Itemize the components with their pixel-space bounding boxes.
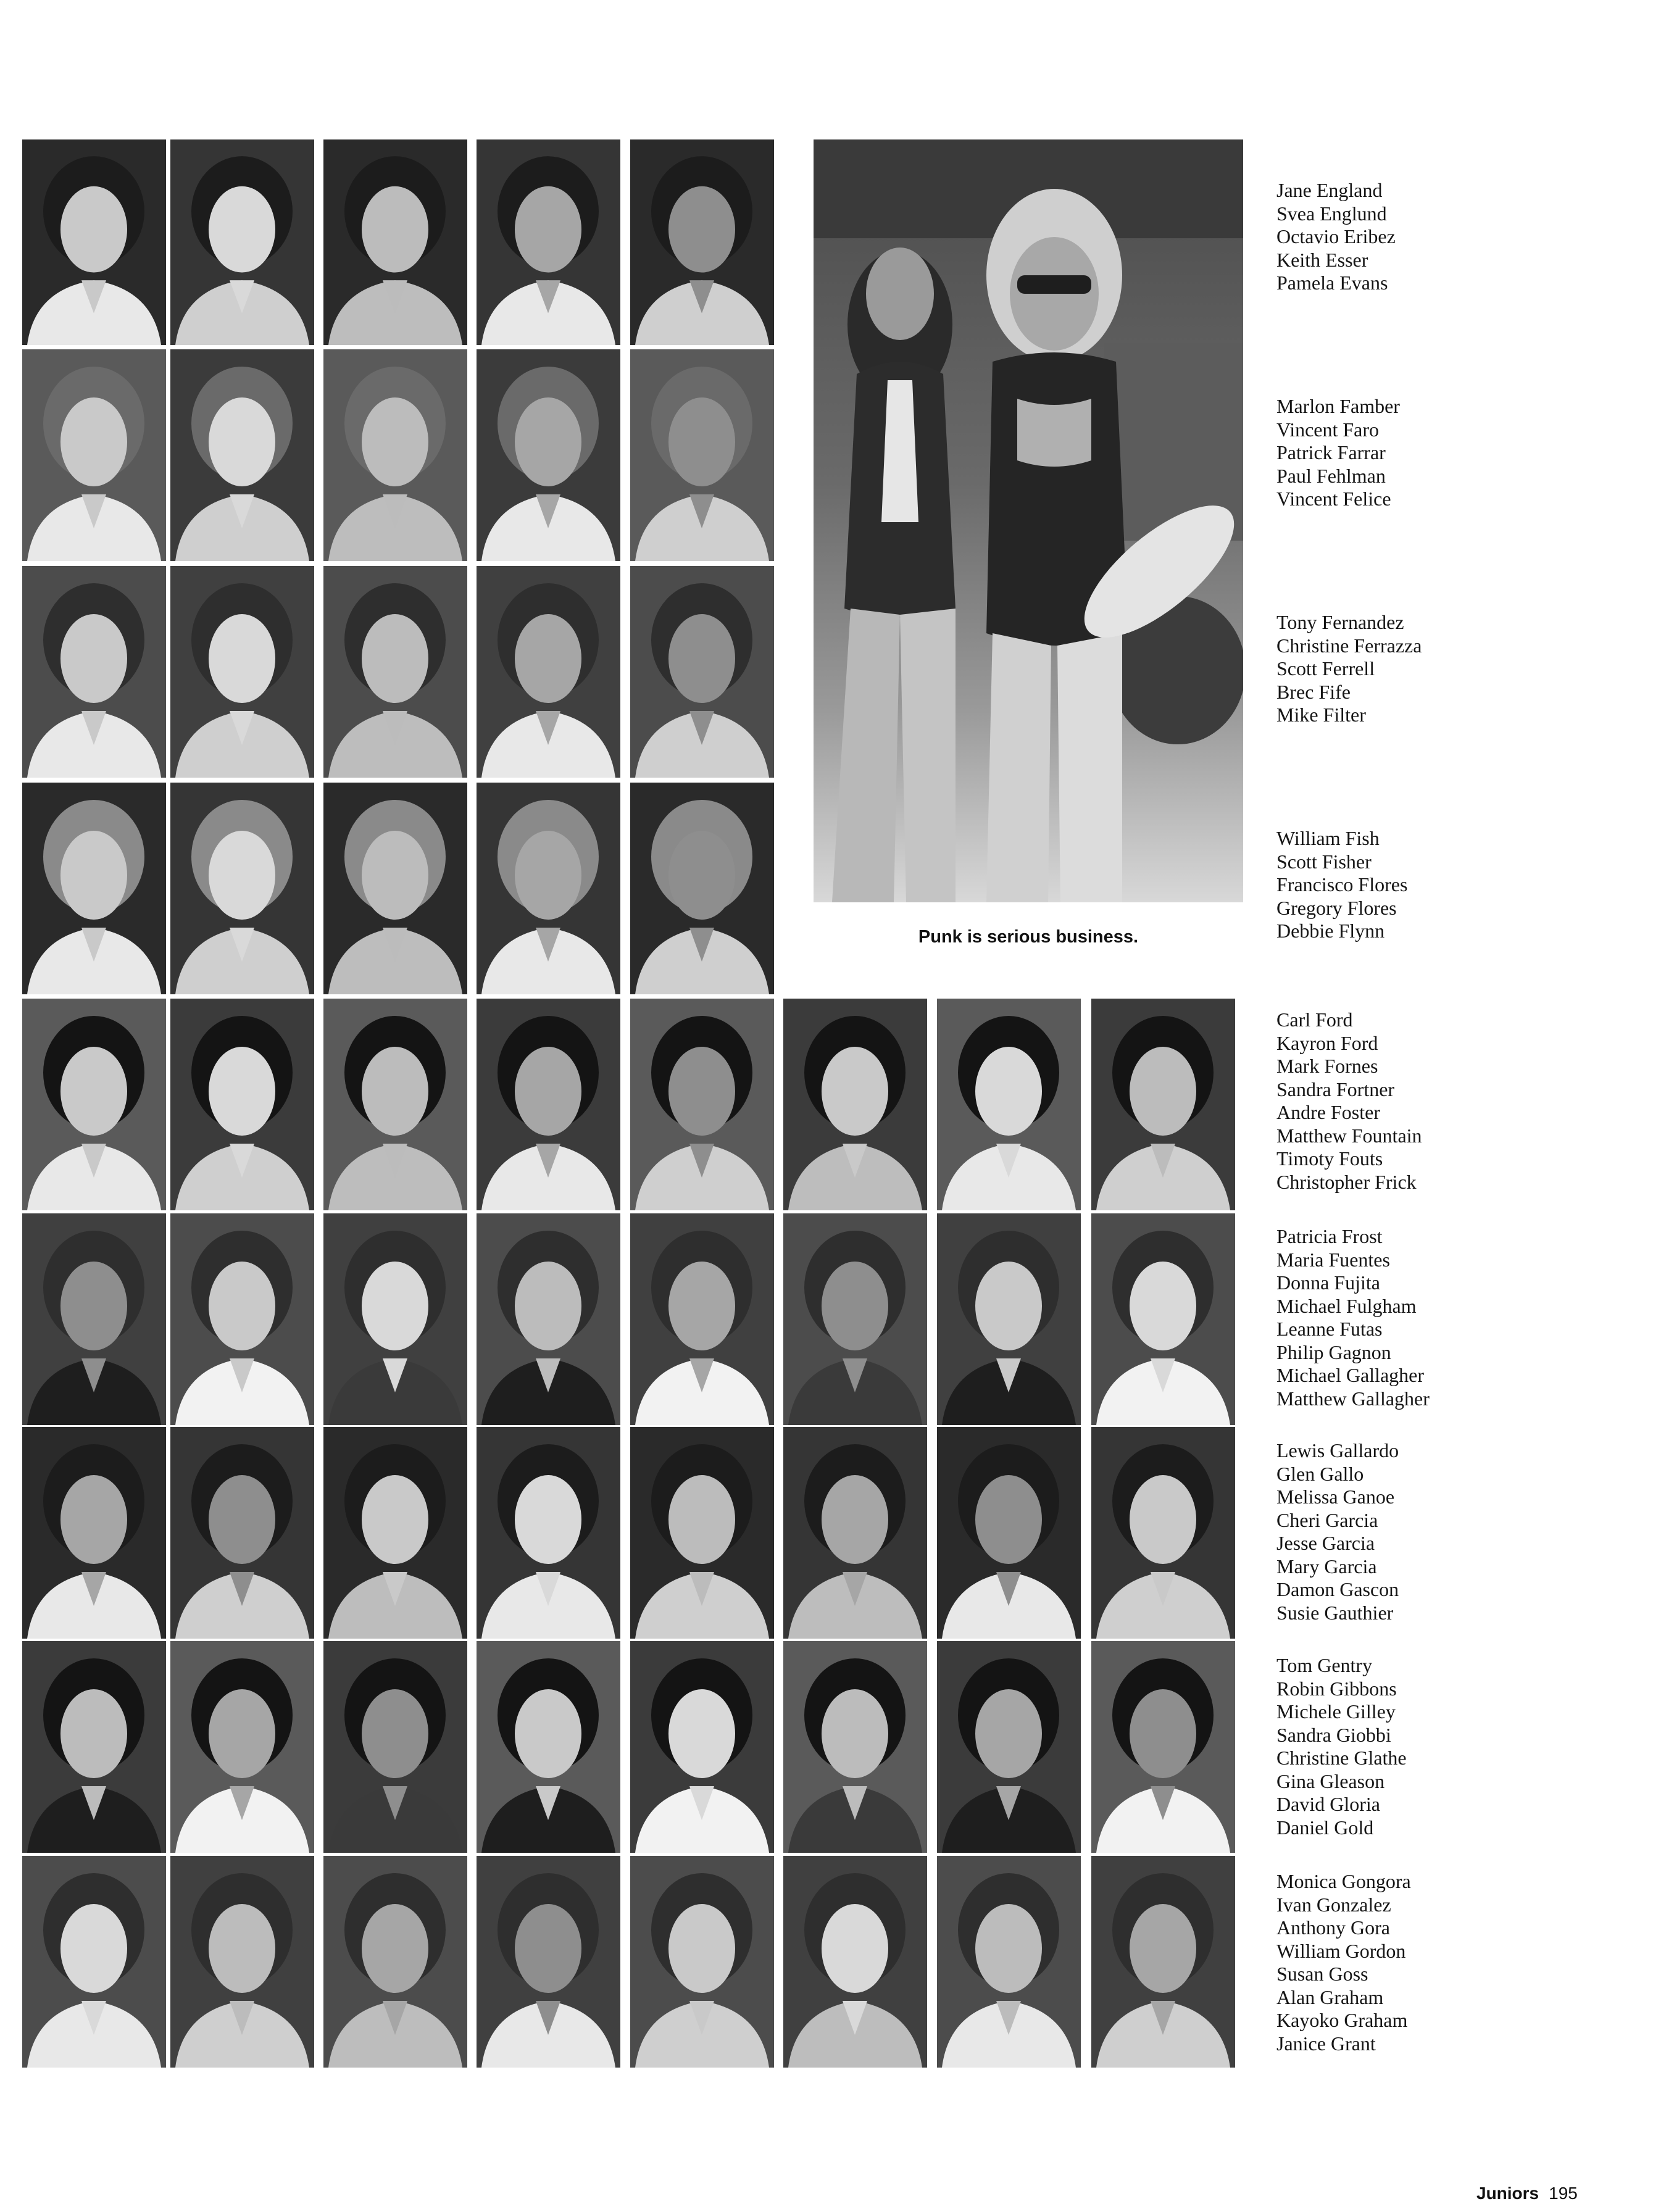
- student-name: Christine Glathe: [1276, 1747, 1407, 1769]
- student-portrait: [477, 1641, 620, 1853]
- student-name: Donna Fujita: [1276, 1271, 1380, 1294]
- student-portrait: [323, 1856, 467, 2068]
- student-portrait: [477, 1856, 620, 2068]
- student-portrait: [783, 999, 927, 1210]
- student-name: Janice Grant: [1276, 2032, 1376, 2055]
- student-portrait: [170, 1427, 314, 1639]
- student-name: William Fish: [1276, 827, 1380, 849]
- student-portrait: [22, 139, 166, 345]
- student-portrait: [630, 783, 774, 994]
- student-portrait: [170, 783, 314, 994]
- student-portrait: [937, 1856, 1081, 2068]
- student-name: Robin Gibbons: [1276, 1677, 1397, 1700]
- student-portrait: [477, 783, 620, 994]
- student-name: Tony Fernandez: [1276, 611, 1404, 633]
- student-name: Melissa Ganoe: [1276, 1486, 1395, 1508]
- student-portrait: [937, 1427, 1081, 1639]
- student-name: Damon Gascon: [1276, 1578, 1399, 1600]
- student-name: Mary Garcia: [1276, 1555, 1377, 1578]
- name-list: [1276, 179, 1396, 295]
- student-portrait: [323, 349, 467, 561]
- student-name: Scott Fisher: [1276, 850, 1372, 873]
- student-portrait: [1091, 999, 1235, 1210]
- student-name: Alan Graham: [1276, 1985, 1384, 2008]
- student-portrait: [170, 349, 314, 561]
- student-portrait: [323, 1213, 467, 1425]
- student-name: Matthew Gallagher: [1276, 1387, 1430, 1410]
- student-portrait: [630, 1641, 774, 1853]
- student-portrait: [1091, 1641, 1235, 1853]
- student-name: Daniel Gold: [1276, 1816, 1374, 1839]
- student-portrait: [783, 1427, 927, 1639]
- student-name: Christopher Frick: [1276, 1170, 1417, 1193]
- student-name: Patrick Farrar: [1276, 441, 1386, 464]
- student-portrait: [22, 999, 166, 1210]
- student-name: Gregory Flores: [1276, 896, 1397, 919]
- student-portrait: [323, 999, 467, 1210]
- student-name: Vincent Felice: [1276, 488, 1391, 510]
- student-name: Mike Filter: [1276, 704, 1366, 726]
- student-portrait: [323, 1641, 467, 1853]
- student-portrait: [477, 566, 620, 778]
- student-name: Leanne Futas: [1276, 1318, 1383, 1340]
- student-portrait: [630, 1213, 774, 1425]
- student-name: Susie Gauthier: [1276, 1601, 1394, 1624]
- student-name: Sandra Giobbi: [1276, 1723, 1391, 1746]
- student-portrait: [630, 999, 774, 1210]
- student-portrait: [323, 1427, 467, 1639]
- student-portrait: [477, 349, 620, 561]
- student-portrait: [323, 566, 467, 778]
- student-name: Monica Gongora: [1276, 1870, 1411, 1892]
- student-name: Carl Ford: [1276, 1008, 1353, 1031]
- student-name: Patricia Frost: [1276, 1225, 1383, 1247]
- student-name: Brec Fife: [1276, 680, 1351, 703]
- student-name: Andre Foster: [1276, 1101, 1380, 1123]
- student-portrait: [1091, 1213, 1235, 1425]
- student-name: Paul Fehlman: [1276, 464, 1386, 487]
- student-name: Jane England: [1276, 179, 1383, 201]
- student-name: Vincent Faro: [1276, 418, 1380, 441]
- student-name: Christine Ferrazza: [1276, 634, 1422, 657]
- student-portrait: [477, 999, 620, 1210]
- section-name: Juniors: [1476, 2184, 1539, 2203]
- student-name: Ivan Gonzalez: [1276, 1893, 1391, 1916]
- name-list: [1276, 1225, 1430, 1410]
- student-name: David Gloria: [1276, 1793, 1380, 1815]
- student-portrait: [22, 1213, 166, 1425]
- student-name: Tom Gentry: [1276, 1654, 1373, 1676]
- name-list: [1276, 1654, 1407, 1839]
- student-name: Octavio Eribez: [1276, 225, 1396, 247]
- student-portrait: [22, 1427, 166, 1639]
- student-portrait: [937, 1213, 1081, 1425]
- student-name: Michele Gilley: [1276, 1700, 1396, 1723]
- student-name: Lewis Gallardo: [1276, 1439, 1399, 1462]
- student-name: Keith Esser: [1276, 248, 1368, 271]
- student-portrait: [22, 783, 166, 994]
- student-portrait: [477, 139, 620, 345]
- student-portrait: [170, 999, 314, 1210]
- student-portrait: [170, 1213, 314, 1425]
- photo-caption: Punk is serious business.: [918, 927, 1139, 947]
- student-portrait: [630, 139, 774, 345]
- student-portrait: [170, 566, 314, 778]
- student-name: Anthony Gora: [1276, 1916, 1390, 1939]
- student-name: Gina Gleason: [1276, 1769, 1385, 1792]
- student-portrait: [937, 999, 1081, 1210]
- name-list: [1276, 1008, 1422, 1194]
- student-name: Philip Gagnon: [1276, 1341, 1391, 1363]
- student-portrait: [22, 349, 166, 561]
- student-portrait: [1091, 1856, 1235, 2068]
- page-footer: [1476, 2184, 1578, 2203]
- name-list: [1276, 1870, 1411, 2055]
- student-name: Scott Ferrell: [1276, 657, 1375, 680]
- student-portrait: [783, 1641, 927, 1853]
- student-name: Mark Fornes: [1276, 1055, 1378, 1077]
- name-list: [1276, 395, 1400, 511]
- name-list: [1276, 827, 1407, 943]
- student-portrait: [477, 1427, 620, 1639]
- student-name: Svea Englund: [1276, 202, 1387, 225]
- student-portrait: [22, 566, 166, 778]
- student-name: Michael Fulgham: [1276, 1294, 1417, 1317]
- candid-photo: [814, 139, 1243, 902]
- student-name: Susan Goss: [1276, 1963, 1368, 1985]
- student-name: Michael Gallagher: [1276, 1364, 1424, 1386]
- student-portrait: [22, 1856, 166, 2068]
- student-portrait: [937, 1641, 1081, 1853]
- student-portrait: [1091, 1427, 1235, 1639]
- student-portrait: [170, 139, 314, 345]
- student-name: Glen Gallo: [1276, 1462, 1364, 1485]
- name-list: [1276, 1439, 1399, 1624]
- name-list: [1276, 611, 1422, 727]
- student-portrait: [783, 1213, 927, 1425]
- student-name: Timoty Fouts: [1276, 1147, 1383, 1170]
- student-portrait: [630, 566, 774, 778]
- student-portrait: [630, 1856, 774, 2068]
- student-name: Sandra Fortner: [1276, 1078, 1395, 1100]
- student-portrait: [477, 1213, 620, 1425]
- student-name: Jesse Garcia: [1276, 1532, 1375, 1554]
- student-name: Cheri Garcia: [1276, 1508, 1378, 1531]
- student-name: Kayron Ford: [1276, 1031, 1378, 1054]
- student-portrait: [630, 1427, 774, 1639]
- student-portrait: [22, 1641, 166, 1853]
- student-name: Kayoko Graham: [1276, 2009, 1408, 2031]
- student-portrait: [170, 1641, 314, 1853]
- student-portrait: [630, 349, 774, 561]
- student-name: Pamela Evans: [1276, 272, 1388, 294]
- student-name: Debbie Flynn: [1276, 920, 1385, 942]
- student-portrait: [783, 1856, 927, 2068]
- student-name: Marlon Famber: [1276, 395, 1400, 417]
- student-name: Maria Fuentes: [1276, 1248, 1390, 1271]
- student-portrait: [170, 1856, 314, 2068]
- student-name: Matthew Fountain: [1276, 1124, 1422, 1147]
- student-name: William Gordon: [1276, 1939, 1406, 1962]
- student-portrait: [323, 783, 467, 994]
- student-name: Francisco Flores: [1276, 873, 1408, 896]
- student-portrait: [323, 139, 467, 345]
- page-number: 195: [1549, 2184, 1578, 2203]
